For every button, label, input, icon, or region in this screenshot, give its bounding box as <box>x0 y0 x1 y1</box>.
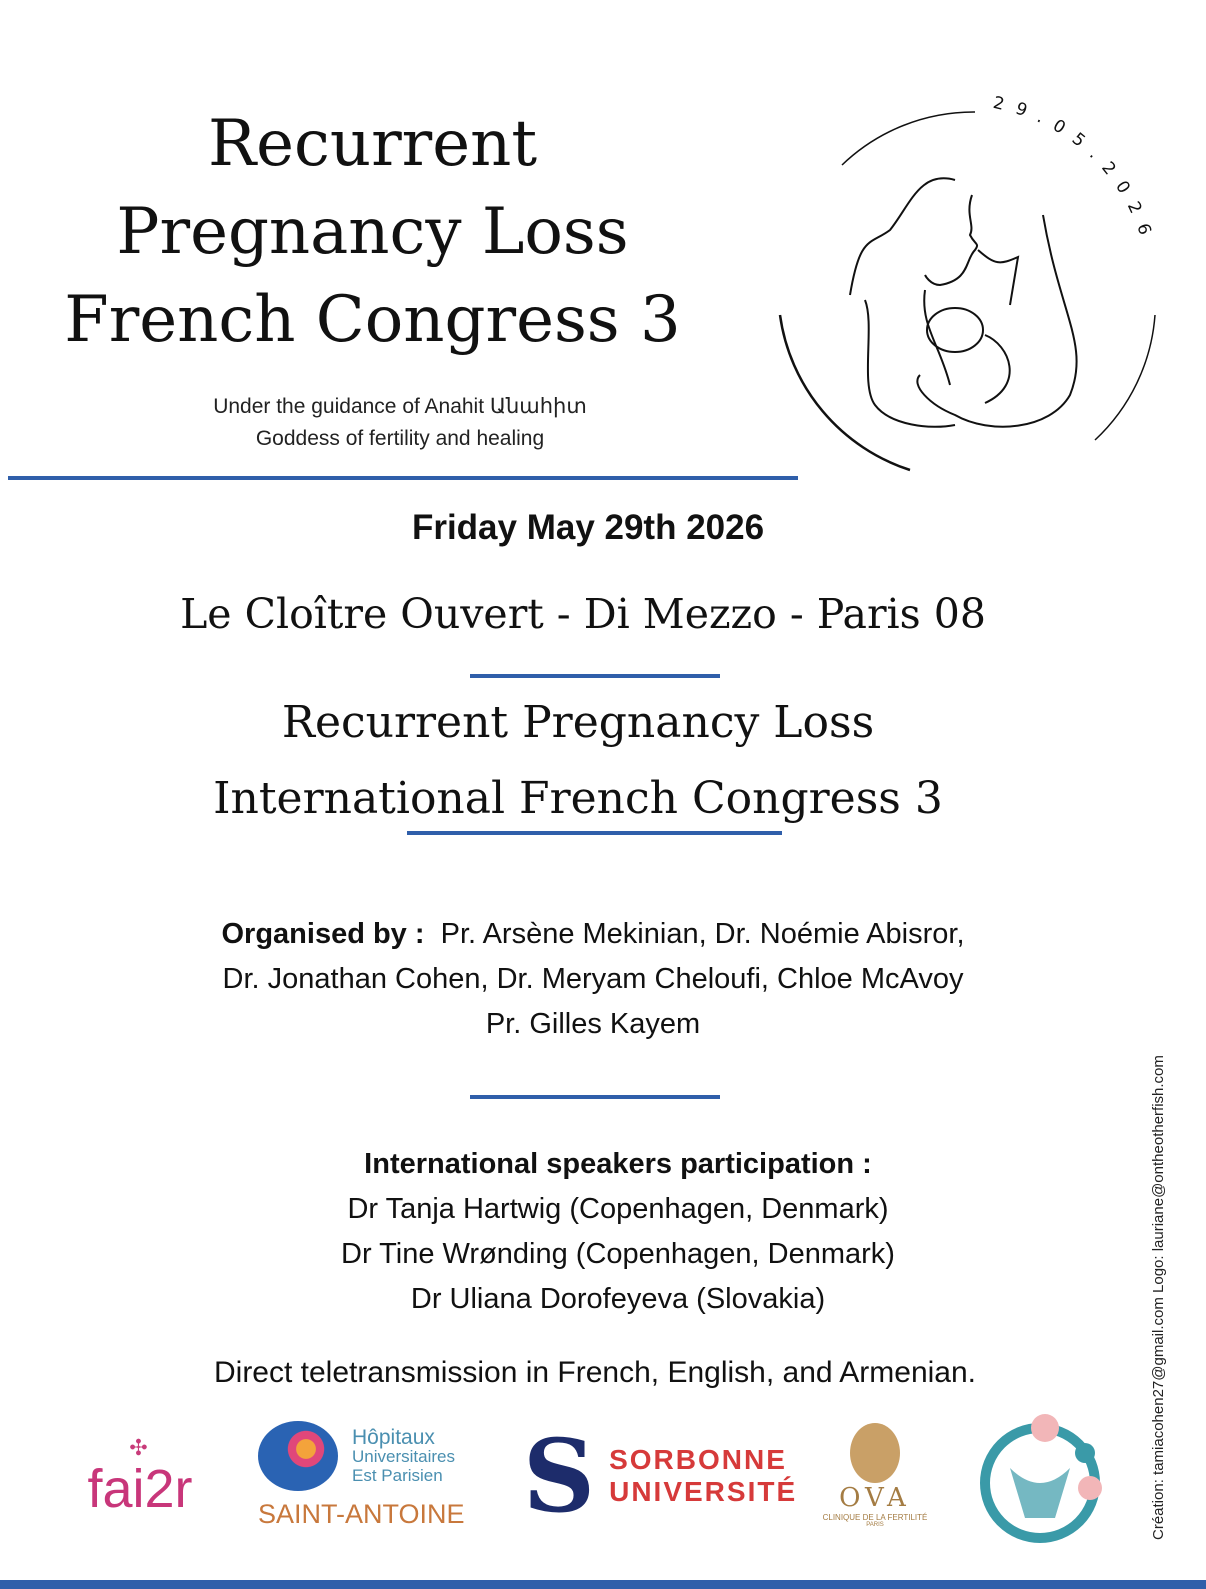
fai2r-text: fai2r <box>87 1458 193 1519</box>
title-line: French Congress 3 <box>64 283 681 357</box>
congress-line: International French Congress 3 <box>213 773 943 824</box>
mother-child-emblem <box>760 85 1180 485</box>
organisers <box>100 912 1086 1047</box>
logo-text: SAINT-ANTOINE <box>258 1499 465 1529</box>
guidance-line: Goddess of fertility and healing <box>255 427 545 450</box>
fai2r-logo <box>60 1408 220 1543</box>
organiser-line: Dr. Jonathan Cohen, Dr. Meryam Cheloufi, Chloe McAvoy <box>222 963 964 995</box>
main-title <box>20 100 725 364</box>
speakers <box>150 1142 1086 1322</box>
bottom-bar <box>0 1580 1206 1589</box>
venue: Le Cloître Ouvert - Di Mezzo - Paris 08 <box>180 590 986 638</box>
congress-line: Recurrent Pregnancy Loss <box>281 697 875 748</box>
organiser-line: Pr. Arsène Mekinian, Dr. Noémie Abisror, <box>440 918 965 950</box>
congress-name <box>100 685 1056 837</box>
speaker-line: Dr Uliana Dorofeyeva (Slovakia) <box>410 1283 826 1315</box>
ova-logo <box>810 1408 940 1543</box>
uterus-icon <box>965 1408 1115 1543</box>
network-icon: ✣ <box>129 1434 151 1460</box>
logo-text: OVA <box>839 1483 911 1513</box>
logo-text: SORBONNE <box>609 1443 787 1475</box>
organised-label: Organised by : <box>221 918 425 950</box>
logo-text: PARIS <box>866 1522 884 1528</box>
saint-antoine-logo <box>258 1408 498 1543</box>
logo-text: CLINIQUE DE LA FERTILITÉ <box>822 1513 928 1522</box>
logo-text: Hôpitaux <box>352 1425 435 1449</box>
logo-text: Est Parisien <box>352 1465 443 1485</box>
title-line: Recurrent <box>207 107 538 181</box>
logo-text: UNIVERSITÉ <box>609 1475 798 1507</box>
event-date: Friday May 29th 2026 <box>411 508 765 547</box>
hospital-emblem-icon <box>258 1421 338 1491</box>
divider <box>470 1095 720 1099</box>
teletransmission-note: Direct teletransmission in French, English, and Armenian. <box>213 1356 976 1389</box>
title-line: Pregnancy Loss <box>116 195 629 269</box>
organiser-line: Pr. Gilles Kayem <box>485 1008 701 1040</box>
guidance-line: Under the guidance of Anahit Անահիտ <box>213 395 587 418</box>
speaker-line: Dr Tanja Hartwig (Copenhagen, Denmark) <box>347 1193 889 1225</box>
speaker-line: Dr Tine Wrønding (Copenhagen, Denmark) <box>341 1238 895 1270</box>
guidance <box>100 391 700 455</box>
pomegranate-icon <box>850 1423 900 1483</box>
speakers-label: International speakers participation : <box>364 1148 872 1180</box>
emblem-date: 29.05.2026 <box>991 92 1159 249</box>
divider <box>470 674 720 678</box>
divider <box>8 476 798 480</box>
emblem-date-text <box>991 93 1158 249</box>
credits: Création: tamiacohen27@gmail.com Logo: lauriane@ontheotherfish.com <box>1150 1055 1167 1540</box>
logo-text: Universitaires <box>352 1446 455 1466</box>
sorbonne-s-icon: S <box>522 1416 596 1535</box>
divider <box>407 831 782 835</box>
sorbonne-logo <box>522 1408 798 1543</box>
fertility-logo <box>962 1408 1117 1543</box>
